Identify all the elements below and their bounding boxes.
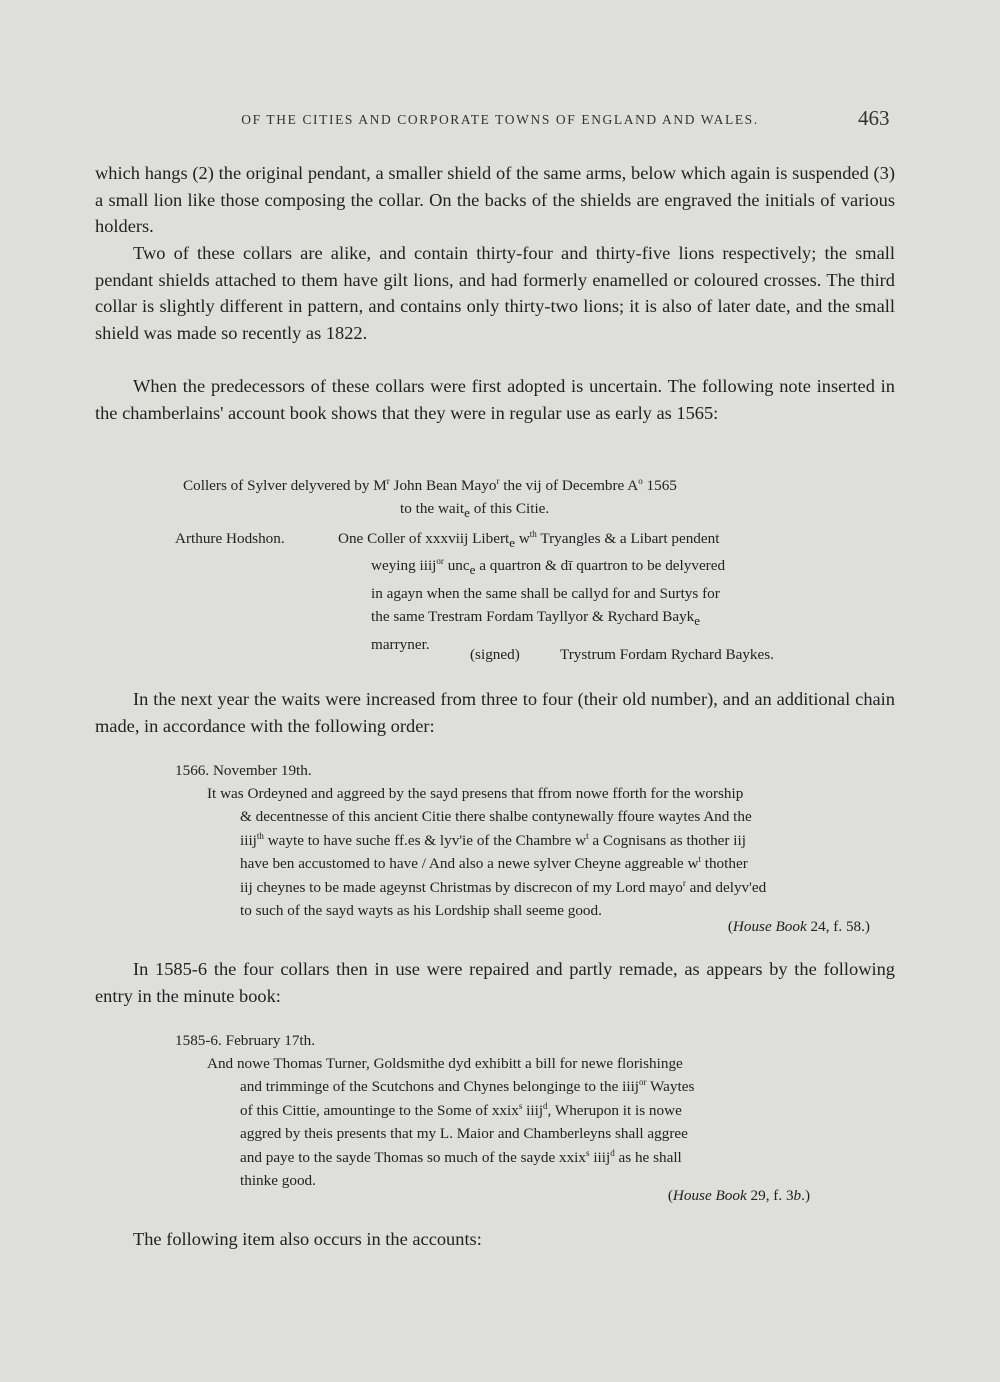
entry-line-5: marryner. xyxy=(371,635,430,653)
reference-book: House Book xyxy=(732,918,807,935)
reference-text: .) xyxy=(801,1187,810,1204)
body-line-5 xyxy=(207,1146,827,1169)
body-text: iij cheynes to be made ageynst Christmas by discrecon of my Lord mayo xyxy=(240,878,683,896)
body-line-3 xyxy=(207,1099,827,1122)
extract-1585-body xyxy=(207,1052,827,1192)
subscript-e: e xyxy=(464,505,470,520)
heading-text: John Bean Mayo xyxy=(389,477,497,494)
superscript: s xyxy=(586,1147,590,1158)
entry-line-4 xyxy=(338,605,818,632)
body-line-6: thinke good. xyxy=(240,1172,316,1190)
heading-text: to the wait xyxy=(400,500,465,517)
entry-text: One Coller of xxxviij Libert xyxy=(338,530,510,547)
paragraph-2 xyxy=(95,240,895,346)
paragraph-4-text: In the next year the waits were increased from three to four (their old number), and an additional chain made, in accordance with the following order: xyxy=(95,689,895,736)
extract-1565-heading-line-2 xyxy=(400,497,700,524)
body-text: and trimminge of the Scutchons and Chynes belonginge to the iiij xyxy=(240,1078,640,1096)
extract-1585-date: 1585-6. February 17th. xyxy=(175,1032,316,1049)
extract-1566-body xyxy=(207,782,897,922)
superscript: or xyxy=(639,1077,647,1088)
entry-text: Tryangles & a Libart pendent xyxy=(536,530,720,547)
superscript: or xyxy=(436,556,444,567)
superscript: o xyxy=(638,476,643,486)
extract-1585-reference xyxy=(540,1184,810,1207)
page-number: 463 xyxy=(858,106,890,130)
superscript: r xyxy=(682,877,686,888)
subscript-e: e xyxy=(509,535,516,550)
heading-text: 1565 xyxy=(642,477,677,494)
entry-line-3: in agayn when the same shall be callyd for and Surtys for xyxy=(371,584,720,602)
subscript-e: e xyxy=(469,562,476,578)
reference-text: 29, f. 3 xyxy=(746,1187,794,1204)
body-line-6: to such of the sayd wayts as his Lordship shall seeme good. xyxy=(240,902,602,920)
body-text: wayte to have suche ff.es & lyv'ie of the Chambre w xyxy=(263,831,587,849)
body-line-2: & decentnesse of this ancient Citie there shalbe contynewally ffoure waytes And the xyxy=(240,808,752,826)
body-text: thother xyxy=(700,855,748,873)
reference-text: 24, f. 58.) xyxy=(806,918,870,935)
paragraph-6-text: The following item also occurs in the accounts: xyxy=(133,1229,482,1249)
heading-text: Collers of Sylver delyvered by M xyxy=(183,477,387,494)
superscript: d xyxy=(543,1100,548,1111)
entry-text: w xyxy=(515,530,530,547)
entry-text: the same Trestram Fordam Tayllyor & Rychard Bayk xyxy=(371,608,695,626)
superscript: th xyxy=(256,830,264,841)
paragraph-1: which hangs (2) the original pendant, a smaller shield of the same arms, below which again is suspended (3) a small lion like those composing the collar. On the backs of the shields are engraved the initials of various holders. xyxy=(95,163,895,237)
body-line-4: aggred by theis presents that my L. Maior and Chamberleyns shall aggree xyxy=(240,1125,688,1143)
heading-text: of this Citie. xyxy=(469,500,550,517)
superscript: s xyxy=(518,1100,523,1111)
extract-1566-date: 1566. November 19th. xyxy=(175,762,312,779)
superscript: t xyxy=(698,854,701,865)
reference-text: ( xyxy=(727,918,733,935)
body-text: iiij xyxy=(589,1148,611,1166)
body-text: iiij xyxy=(240,831,257,849)
superscript: t xyxy=(586,830,589,841)
body-text: a Cognisans as thother iij xyxy=(588,831,746,849)
paragraph-4 xyxy=(95,686,895,739)
superscript: d xyxy=(610,1147,615,1158)
paragraph-2-text: Two of these collars are alike, and contain thirty-four and thirty-five lions respectively; the small pendant shields attached to them have gilt lions, and had formerly enamelled or coloured crosses. The third collar is slightly different in pattern, and contains only thirty-two lions; it is also of later date, and the small shield was made so recently as 1822. xyxy=(95,243,895,343)
extract-1565-entry xyxy=(338,527,818,656)
heading-text: the vij of Decembre A xyxy=(499,477,639,494)
body-text: of this Cittie, amountinge to the Some of xxix xyxy=(240,1101,519,1119)
body-line-2 xyxy=(207,1075,827,1098)
paragraph-3-text: When the predecessors of these collars were first adopted is uncertain. The following note inserted in the chamberlains' account book shows that they were in regular use as early as 1565: xyxy=(95,376,895,423)
extract-1566-reference xyxy=(600,915,870,938)
reference-folio-side: b xyxy=(793,1187,802,1204)
running-head: OF THE CITIES AND CORPORATE TOWNS OF ENGLAND AND WALES. xyxy=(241,112,759,127)
signed-label: (signed) xyxy=(470,646,520,663)
body-line-1: And nowe Thomas Turner, Goldsmithe dyd exhibitt a bill for newe florishinge xyxy=(207,1055,683,1072)
reference-book: House Book xyxy=(672,1187,747,1204)
entry-text: weying iiij xyxy=(371,557,437,575)
body-line-5 xyxy=(207,876,897,899)
paragraph-3 xyxy=(95,373,895,426)
signed-names: Trystrum Fordam Rychard Baykes. xyxy=(560,646,774,663)
body-text: iiij xyxy=(522,1101,544,1119)
paragraph-5 xyxy=(95,956,895,1009)
superscript: th xyxy=(529,529,537,539)
extract-1565-name: Arthure Hodshon. xyxy=(175,530,285,547)
superscript: r xyxy=(496,476,500,486)
body-line-1: It was Ordeyned and aggreed by the sayd presens that ffrom nowe fforth for the worship xyxy=(207,785,744,802)
reference-text: ( xyxy=(667,1187,673,1204)
body-text: and delyv'ed xyxy=(685,878,767,896)
body-line-4 xyxy=(207,852,897,875)
body-line-3 xyxy=(207,829,897,852)
superscript: r xyxy=(386,476,390,486)
body-text: have ben accustomed to have / And also a newe sylver Cheyne aggreable w xyxy=(240,855,699,873)
body-text: as he shall xyxy=(614,1148,682,1166)
entry-text: unc xyxy=(443,557,470,575)
paragraph-6 xyxy=(95,1226,895,1253)
entry-text: a quartron & dī quartron to be delyvered xyxy=(475,557,726,575)
body-text: , Wherupon it is nowe xyxy=(547,1101,682,1119)
body-text: Waytes xyxy=(646,1078,695,1096)
entry-line-1 xyxy=(338,527,818,554)
body-text: and paye to the sayde Thomas so much of the sayde xxix xyxy=(240,1148,586,1166)
entry-line-2 xyxy=(338,554,818,581)
paragraph-5-text: In 1585-6 the four collars then in use were repaired and partly remade, as appears by the following entry in the minute book: xyxy=(95,959,895,1006)
subscript-e: e xyxy=(694,613,701,629)
extract-1565-heading xyxy=(183,474,823,497)
